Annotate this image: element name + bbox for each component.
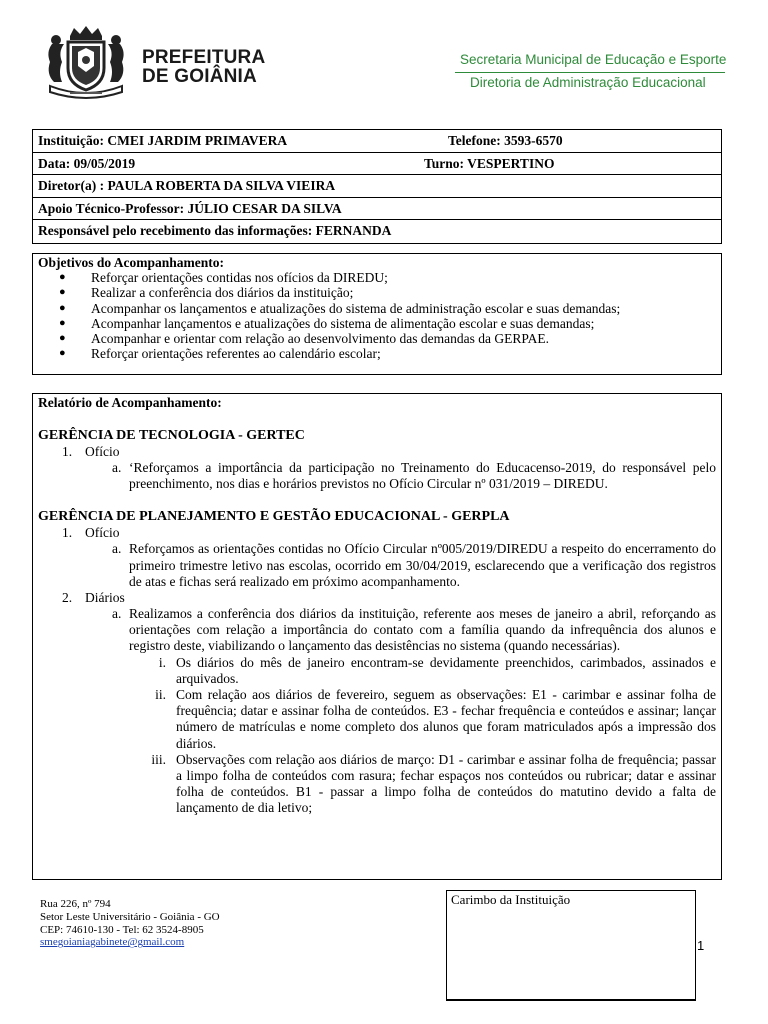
objectives-title: Objetivos do Acompanhamento: [38,255,225,270]
date-field: Data: 09/05/2019 [38,155,136,171]
item-text: Realizamos a conferência dos diários da instituição, referente aos meses de janeiro a abril, reforçando as orientações com relação a importância do contato com a família quando da infrequência dos alunos e registro deste, viabilizando o lançamento das desistências no sistema (quando necessárias). [129,606,716,654]
gertec-section-title: GERÊNCIA DE TECNOLOGIA - GERTEC [38,428,305,443]
objective-item: ● Acompanhar e orientar com relação ao desenvolvimento das demandas da GERPAE. [38,331,716,346]
prefeitura-logo-text [142,48,265,86]
gertec-item-oficio [38,444,716,460]
support-field: Apoio Técnico-Professor: JÚLIO CESAR DA SILVA [38,200,342,216]
gertec-oficio-a [112,460,716,492]
diarios-observation-ii [155,687,716,752]
objective-item: ● Reforçar orientações referentes ao calendário escolar; [38,346,716,361]
item-label: Ofício [85,525,120,541]
address-cep-phone: CEP: 74610-130 - Tel: 62 3524-8905 [40,923,204,936]
item-text: Reforçamos as orientações contidas no Ofício Circular nº005/2019/DIREDU a respeito do encerramento do primeiro trimestre letivo nas escolas, ocorrido em 30/04/2019, esclarecendo que a verificação dos registros de atas e fichas será realizado em próximo acompanhamento. [129,541,716,589]
secretaria-title: Secretaria Municipal de Educação e Esporte [460,52,727,67]
phone-field: Telefone: 3593-6570 [448,133,563,148]
address-district: Setor Leste Universitário - Goiânia - GO [40,910,220,923]
shift-field: Turno: VESPERTINO [424,155,555,171]
roman-number: iii. [151,751,166,767]
item-number: 2. [62,590,73,606]
prefeitura-line1: PREFEITURA [142,47,266,68]
info-row-director [33,175,721,198]
item-label: Ofício [85,444,120,459]
diretoria-title: Diretoria de Administração Educacional [470,75,706,90]
diarios-observation-iii [151,751,716,817]
info-row-support [33,198,721,221]
objective-item: ● Acompanhar lançamentos e atualizações do sistema de alimentação escolar e suas demandas; [38,316,716,331]
institution-field: Instituição: CMEI JARDIM PRIMAVERA [38,133,288,148]
objectives-box [32,253,722,375]
roman-number: i. [158,654,166,670]
prefeitura-line2: DE GOIÂNIA [142,66,257,87]
footer-address [40,898,220,949]
item-letter: a. [112,606,122,622]
coat-of-arms-logo [40,22,132,102]
objective-item: ● Acompanhar os lançamentos e atualizações do sistema de administração escolar e suas demandas; [38,301,716,316]
item-number: 1. [62,525,73,541]
roman-number: ii. [155,687,166,703]
page-number: 1 [697,938,705,953]
institution-stamp-box [446,890,696,1001]
header-divider [455,72,725,73]
gerpla-item-oficio [38,525,716,541]
email-link[interactable]: smegoianiagabinete@gmail.com [40,936,185,949]
diarios-observation-i [158,654,716,687]
observation-text: Os diários do mês de janeiro encontram-se devidamente preenchidos, carimbados, assinados e arquivados. [176,654,716,686]
responsible-field: Responsável pelo recebimento das informações: FERNANDA [38,223,392,239]
gerpla-item-diarios [38,590,716,606]
report-title: Relatório de Acompanhamento: [38,395,222,410]
item-label: Diários [85,590,125,606]
stamp-label: Carimbo da Instituição [451,892,571,907]
item-letter: a. [112,541,122,557]
report-box [32,393,722,880]
info-row-responsible [33,220,721,243]
institution-info-table [32,129,722,244]
info-row-institution [33,130,721,153]
item-number: 1. [62,444,73,459]
item-letter: a. [112,460,122,475]
info-row-date [33,153,721,176]
observation-text: Observações com relação aos diários de março: D1 - carimbar e assinar folha de frequência; passar a limpo folha de conteúdos com rasura; fechar espaços nos conteúdos ou rubricar; datar e assinar folha de conteúdos. B1 - passar a limpo folha de conteúdos do matutino devido a falta de lançamento de dia letivo; [176,751,716,816]
observation-text: Com relação aos diários de fevereiro, seguem as observações: E1 - carimbar e assinar folha de frequência; datar e assinar folha de conteúdos. E3 - fechar frequência e conteúdos e assinar; lançar número de matrículas e nome completo dos alunos que foram matriculados após a impressão dos diários. [176,687,716,751]
gerpla-diarios-a [112,606,716,655]
gerpla-section-title: GERÊNCIA DE PLANEJAMENTO E GESTÃO EDUCACIONAL - GERPLA [38,509,510,525]
gerpla-oficio-a [112,541,716,590]
objective-item: ● Reforçar orientações contidas nos ofícios da DIREDU; [38,270,716,285]
objectives-list [38,270,716,362]
item-text: ‘Reforçamos a importância da participação no Treinamento do Educacenso-2019, do responsável pelo preenchimento, nos dias e horários previstos no Ofício Circular nº 031/2019 – DIREDU. [129,460,716,492]
objective-item: ● Realizar a conferência dos diários da instituição; [38,285,716,300]
address-street: Rua 226, nº 794 [40,898,111,910]
director-field: Diretor(a) : PAULA ROBERTA DA SILVA VIEIRA [38,178,336,194]
